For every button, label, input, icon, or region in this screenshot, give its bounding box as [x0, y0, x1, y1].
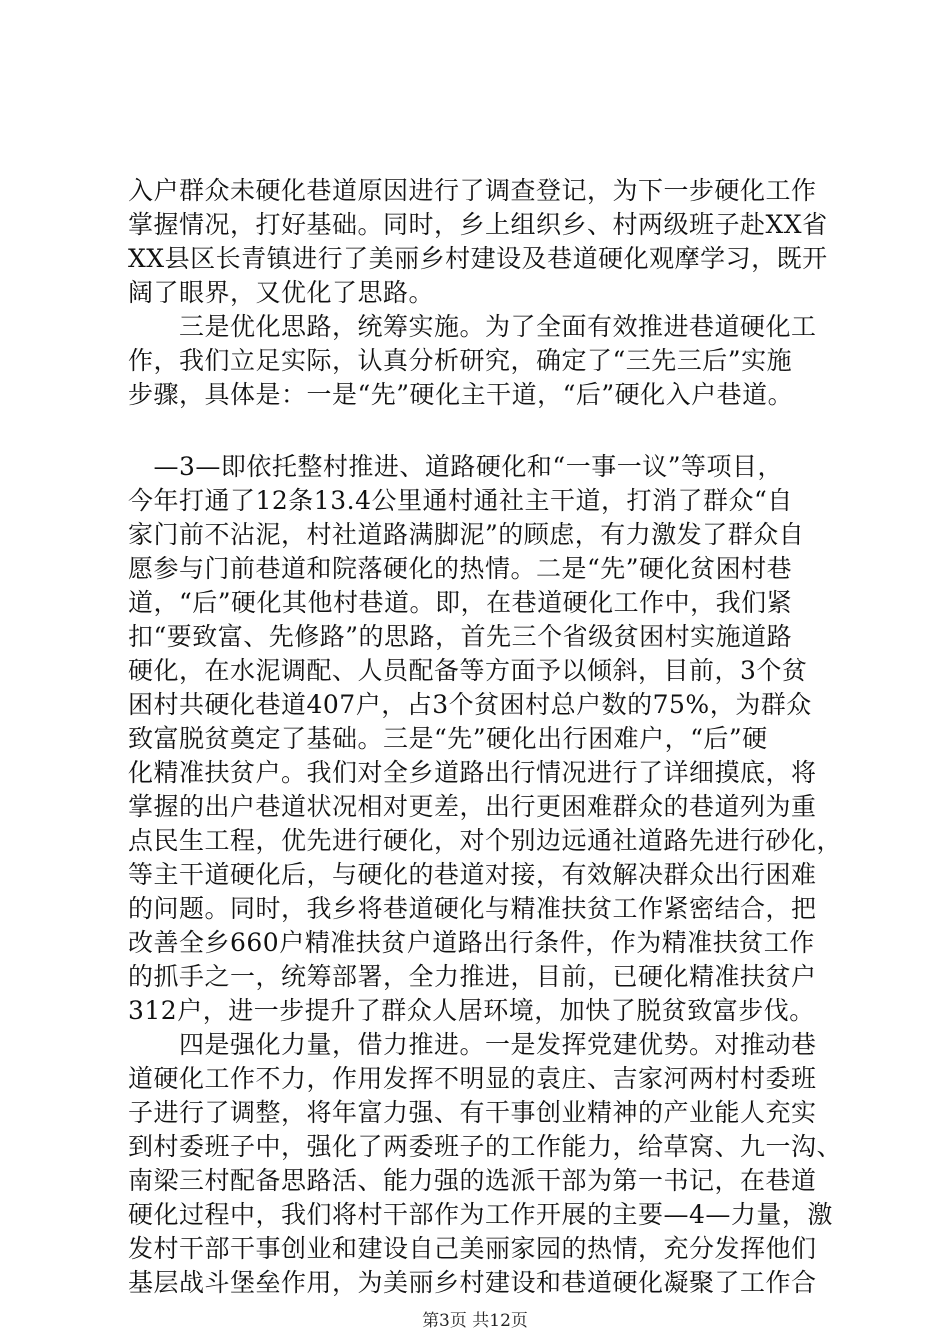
body-line: 的抓手之一，统筹部署，全力推进，目前，已硬化精准扶贫户: [128, 962, 817, 991]
body-line: 阔了眼界，又优化了思路。: [128, 278, 435, 307]
body-line: 道硬化工作不力，作用发挥不明显的袁庄、吉家河两村村委班: [128, 1064, 817, 1093]
body-line: 扣“要致富、先修路”的思路，首先三个省级贫困村实施道路: [128, 622, 793, 651]
body-line: 步骤，具体是：一是“先”硬化主干道，“后”硬化入户巷道。: [128, 380, 794, 409]
body-line: 致富脱贫奠定了基础。三是“先”硬化出行困难户，“后”硬: [128, 724, 768, 753]
body-line: 道，“后”硬化其他村巷道。即，在巷道硬化工作中，我们紧: [128, 588, 793, 617]
body-line: 四是强化力量，借力推进。一是发挥党建优势。对推动巷: [128, 1030, 817, 1059]
body-line: XX县区长青镇进行了美丽乡村建设及巷道硬化观摩学习，既开: [128, 244, 828, 273]
body-line: 南梁三村配备思路活、能力强的选派干部为第一书记，在巷道: [128, 1166, 817, 1195]
body-line: 点民生工程，优先进行硬化，对个别边远通社道路先进行砂化，: [128, 826, 843, 855]
body-line: 子进行了调整，将年富力强、有干事创业精神的产业能人充实: [128, 1098, 817, 1127]
page-footer: 第3页 共12页: [422, 1311, 528, 1331]
body-line: 改善全乡660户精准扶贫户道路出行条件，作为精准扶贫工作: [128, 928, 815, 957]
body-line: 硬化过程中，我们将村干部作为工作开展的主要—4—力量，激: [128, 1200, 833, 1229]
body-line: 化精准扶贫户。我们对全乡道路出行情况进行了详细摸底，将: [128, 758, 817, 787]
body-line: 困村共硬化巷道407户，占3个贫困村总户数的75%，为群众: [128, 690, 812, 719]
body-line: 的问题。同时，我乡将巷道硬化与精准扶贫工作紧密结合，把: [128, 894, 817, 923]
body-line: 今年打通了12条13.4公里通村通社主干道，打消了群众“自: [128, 486, 793, 515]
body-line: 312户，进一步提升了群众人居环境，加快了脱贫致富步伐。: [128, 996, 815, 1025]
body-line: 家门前不沾泥，村社道路满脚泥”的顾虑，有力激发了群众自: [128, 520, 805, 549]
body-line: 掌握的出户巷道状况相对更差，出行更困难群众的巷道列为重: [128, 792, 817, 821]
body-line: 到村委班子中，强化了两委班子的工作能力，给草窝、九一沟、: [128, 1132, 843, 1161]
body-line: 作，我们立足实际，认真分析研究，确定了“三先三后”实施: [128, 346, 793, 375]
body-line: 愿参与门前巷道和院落硬化的热情。二是“先”硬化贫困村巷: [128, 554, 793, 583]
body-line: 基层战斗堡垒作用，为美丽乡村建设和巷道硬化凝聚了工作合: [128, 1268, 817, 1297]
body-line: 等主干道硬化后，与硬化的巷道对接，有效解决群众出行困难: [128, 860, 817, 889]
body-line: —3—即依托整村推进、道路硬化和“一事一议”等项目，: [128, 452, 783, 481]
body-line: 三是优化思路，统筹实施。为了全面有效推进巷道硬化工: [128, 312, 817, 341]
body-line: 掌握情况，打好基础。同时，乡上组织乡、村两级班子赴XX省: [128, 210, 828, 239]
body-line: 硬化，在水泥调配、人员配备等方面予以倾斜，目前，3个贫: [128, 656, 808, 685]
body-line: 入户群众未硬化巷道原因进行了调查登记，为下一步硬化工作: [128, 176, 817, 205]
body-line: 发村干部干事创业和建设自己美丽家园的热情，充分发挥他们: [128, 1234, 817, 1263]
